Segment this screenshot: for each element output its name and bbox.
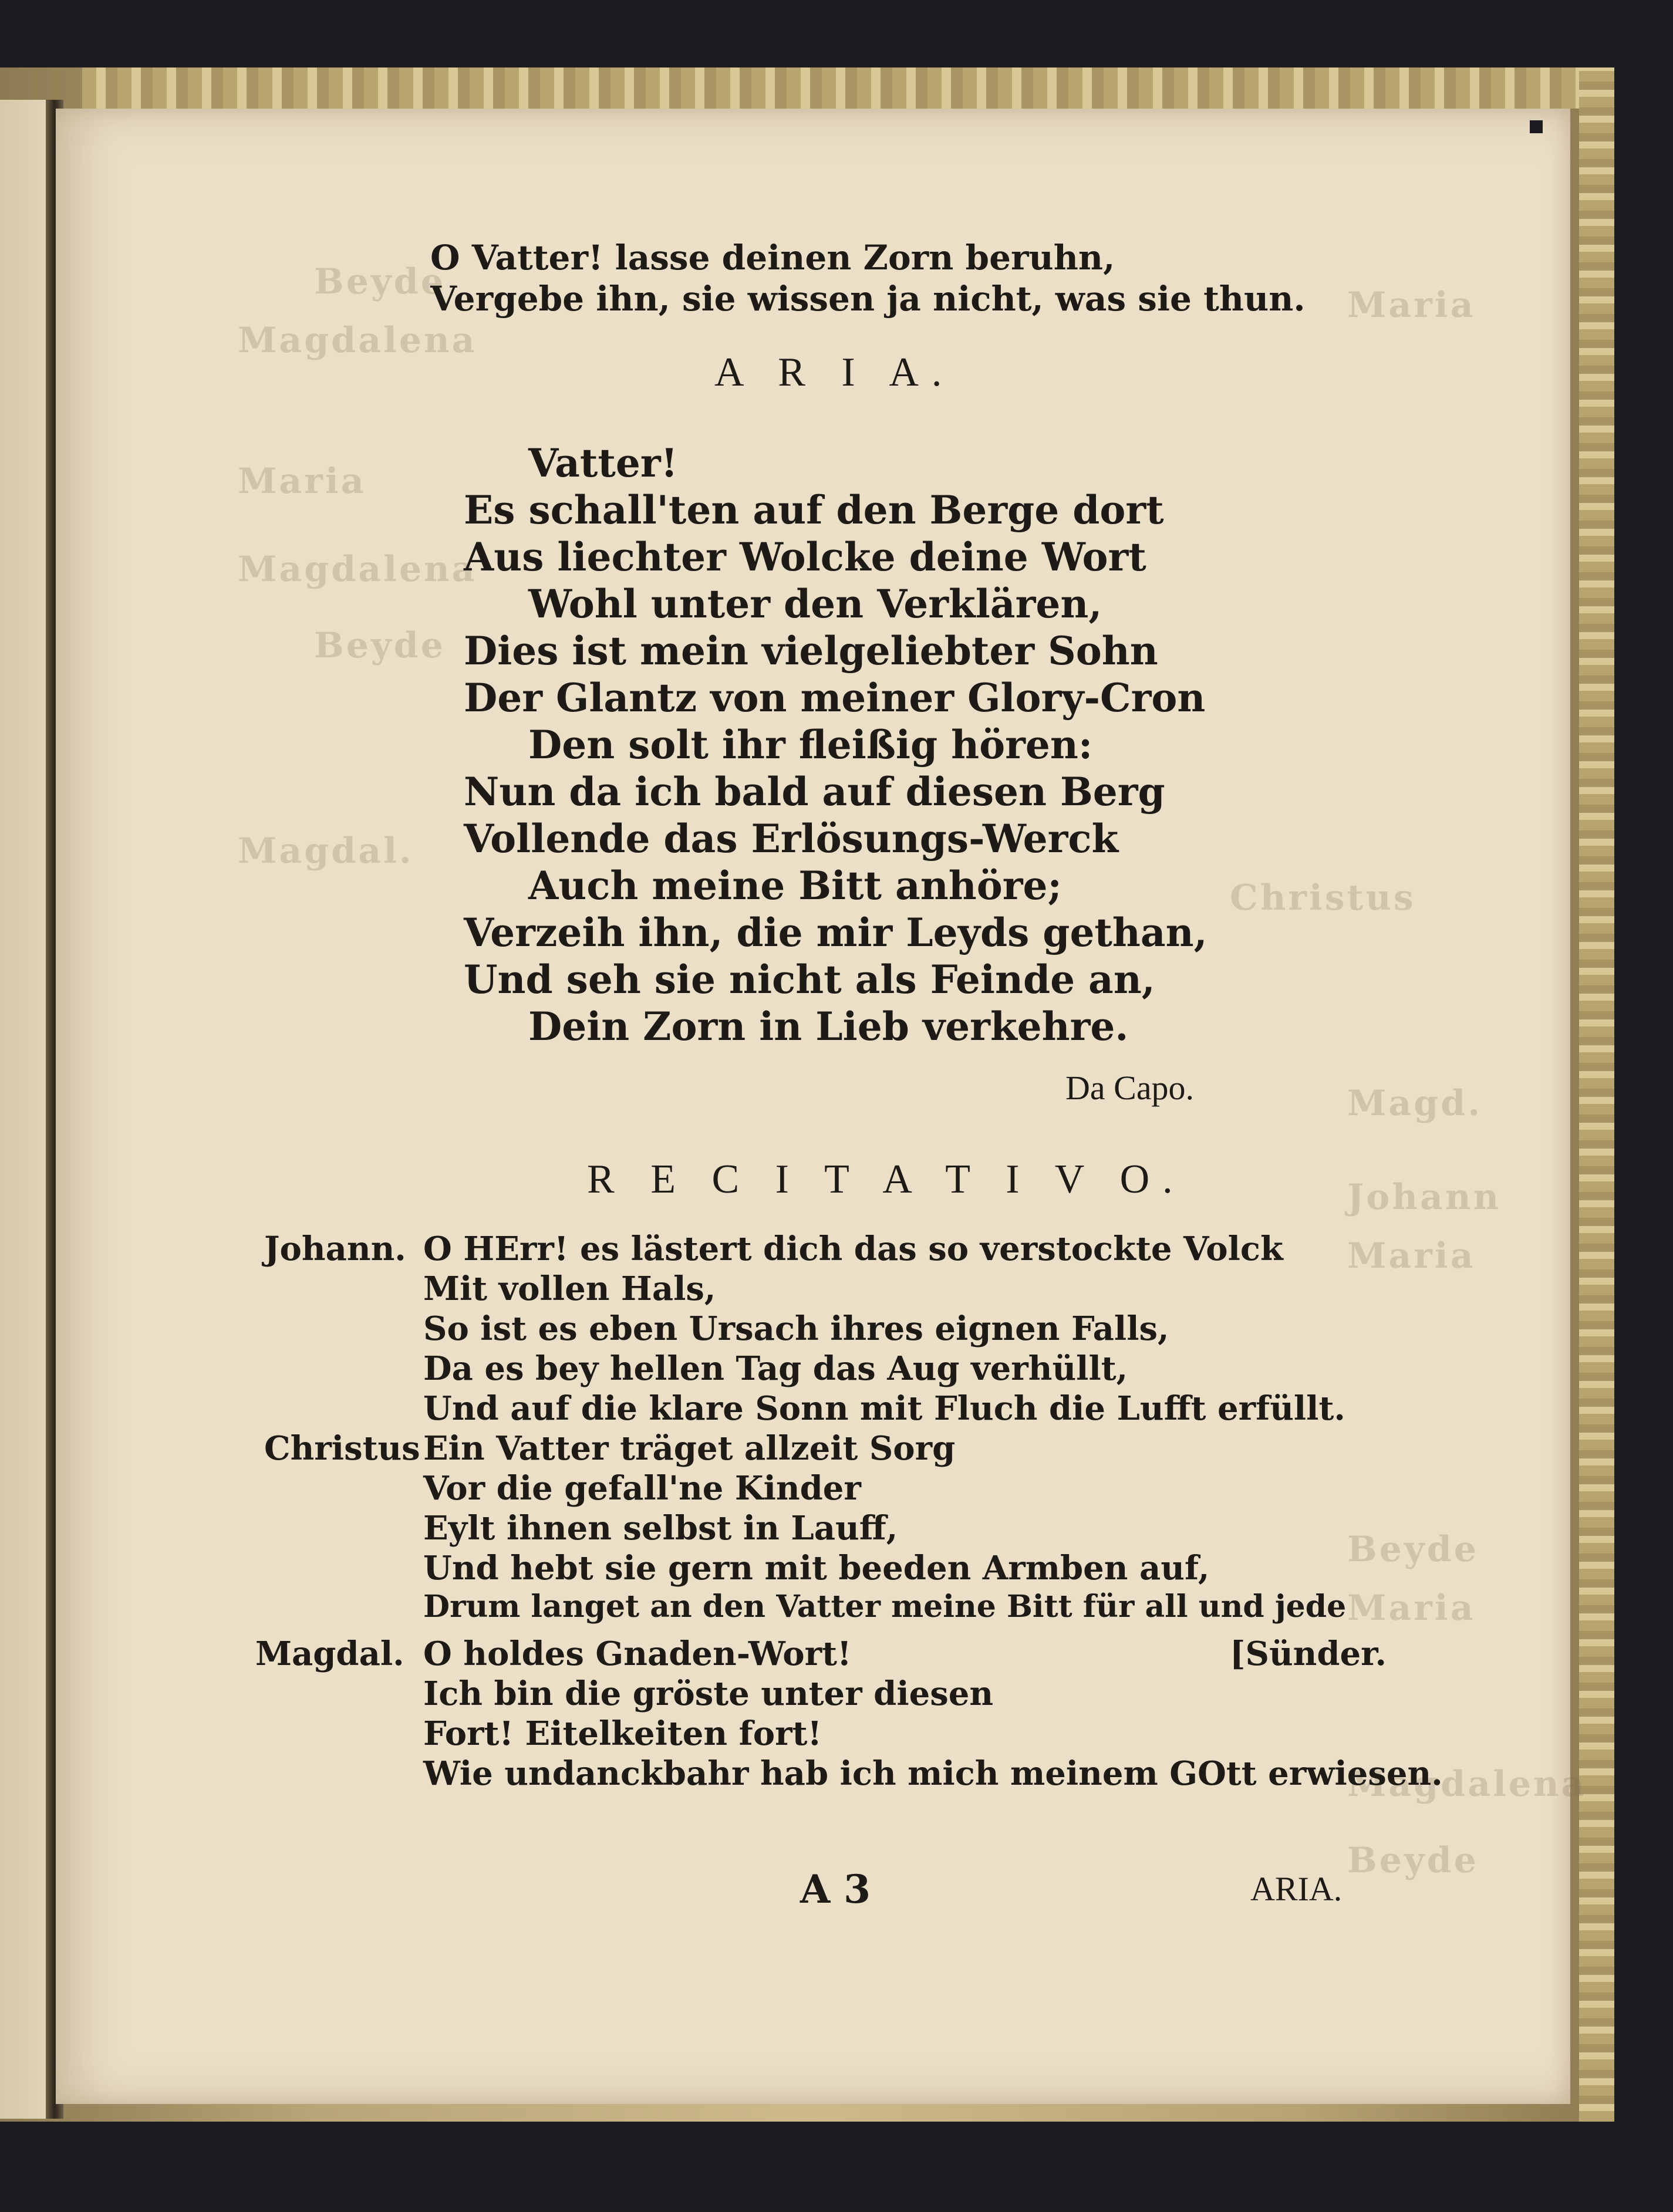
da-capo: Da Capo.	[1065, 1069, 1195, 1107]
aria-line: Aus liechter Wolcke deine Wort	[464, 534, 1146, 580]
aria-line: Nun da ich bald auf diesen Berg	[464, 769, 1165, 815]
aria-line: Den solt ihr fleißig hören:	[528, 722, 1093, 768]
recitativo-line: Ich bin die gröste unter diesen	[423, 1674, 994, 1713]
cover-edge-right	[1579, 67, 1614, 2122]
recitativo-line: Da es bey hellen Tag das Aug verhüllt,	[423, 1349, 1128, 1388]
bleed-through-text: Magdalena	[238, 549, 477, 590]
speaker-christus: Christus	[264, 1429, 420, 1468]
recitativo-line: Drum langet an den Vatter meine Bitt für all und jede	[423, 1589, 1347, 1625]
recitativo-line: Und auf die klare Sonn mit Fluch die Lufft erfüllt.	[423, 1389, 1345, 1428]
cover-edge-top	[82, 67, 1614, 109]
signature-mark: A 3	[800, 1866, 871, 1912]
recitativo-line: O holdes Gnaden-Wort!	[423, 1634, 852, 1673]
bleed-through-text: Johann	[1347, 1177, 1502, 1218]
speaker-johann: Johann.	[264, 1230, 406, 1268]
book-page	[56, 109, 1587, 2104]
recitativo-line: So ist es eben Ursach ihres eignen Falls,	[423, 1309, 1169, 1348]
recitativo-line: Ein Vatter träget allzeit Sorg	[423, 1429, 956, 1468]
bleed-through-text: Magdalena	[1347, 1764, 1587, 1805]
recitativo-line: Wie undanckbahr hab ich mich meinem GOtt erwiesen.	[423, 1754, 1443, 1793]
recitativo-line: Und hebt sie gern mit beeden Armben auf,	[423, 1549, 1210, 1588]
bleed-through-text: Maria	[1347, 285, 1476, 326]
recitativo-heading: R E C I T A T I V O.	[587, 1157, 1186, 1202]
bleed-through-text: Beyde	[1347, 1529, 1479, 1570]
bleed-through-text: Christus	[1230, 877, 1416, 918]
intro-line: O Vatter! lasse deinen Zorn beruhn,	[430, 238, 1115, 278]
bleed-through-text: Magdalena	[238, 320, 477, 361]
recitativo-carry-over: [Sünder.	[1230, 1634, 1387, 1673]
aria-heading: A R I A.	[714, 350, 955, 395]
bleed-through-text: Beyde	[314, 625, 446, 666]
aria-line: Es schall'ten auf den Berge dort	[464, 487, 1164, 533]
aria-line: Vatter!	[528, 440, 678, 486]
scan-corner-mark	[1530, 120, 1543, 133]
bleed-through-text: Magd.	[1347, 1083, 1483, 1124]
bleed-through-text: Maria	[1347, 1235, 1476, 1276]
bleed-through-text: Magdal.	[238, 830, 414, 872]
aria-line: Wohl unter den Verklären,	[528, 581, 1102, 627]
bleed-through-text: Beyde	[314, 261, 446, 302]
recitativo-line: O HErr! es lästert dich das so verstockte Volck	[423, 1230, 1283, 1268]
bleed-through-text: Maria	[1347, 1588, 1476, 1629]
aria-line: Dein Zorn in Lieb verkehre.	[528, 1004, 1129, 1049]
speaker-magdal: Magdal.	[255, 1634, 404, 1673]
bleed-through-text: Beyde	[1347, 1840, 1479, 1881]
aria-line: Auch meine Bitt anhöre;	[528, 863, 1062, 909]
recitativo-line: Eylt ihnen selbst in Lauff,	[423, 1509, 898, 1548]
recitativo-line: Fort! Eitelkeiten fort!	[423, 1714, 822, 1753]
intro-line: Vergebe ihn, sie wissen ja nicht, was sie thun.	[430, 279, 1306, 319]
catchword: ARIA.	[1250, 1870, 1343, 1908]
bleed-through-text: Maria	[238, 461, 366, 502]
aria-line: Vollende das Erlösungs-Werck	[464, 816, 1119, 862]
recitativo-line: Vor die gefall'ne Kinder	[423, 1469, 861, 1508]
aria-line: Dies ist mein vielgeliebter Sohn	[464, 628, 1158, 674]
aria-line: Verzeih ihn, die mir Leyds gethan,	[464, 910, 1207, 955]
aria-line: Und seh sie nicht als Feinde an,	[464, 957, 1155, 1002]
aria-line: Der Glantz von meiner Glory-Cron	[464, 675, 1206, 721]
recitativo-line: Mit vollen Hals,	[423, 1269, 716, 1308]
